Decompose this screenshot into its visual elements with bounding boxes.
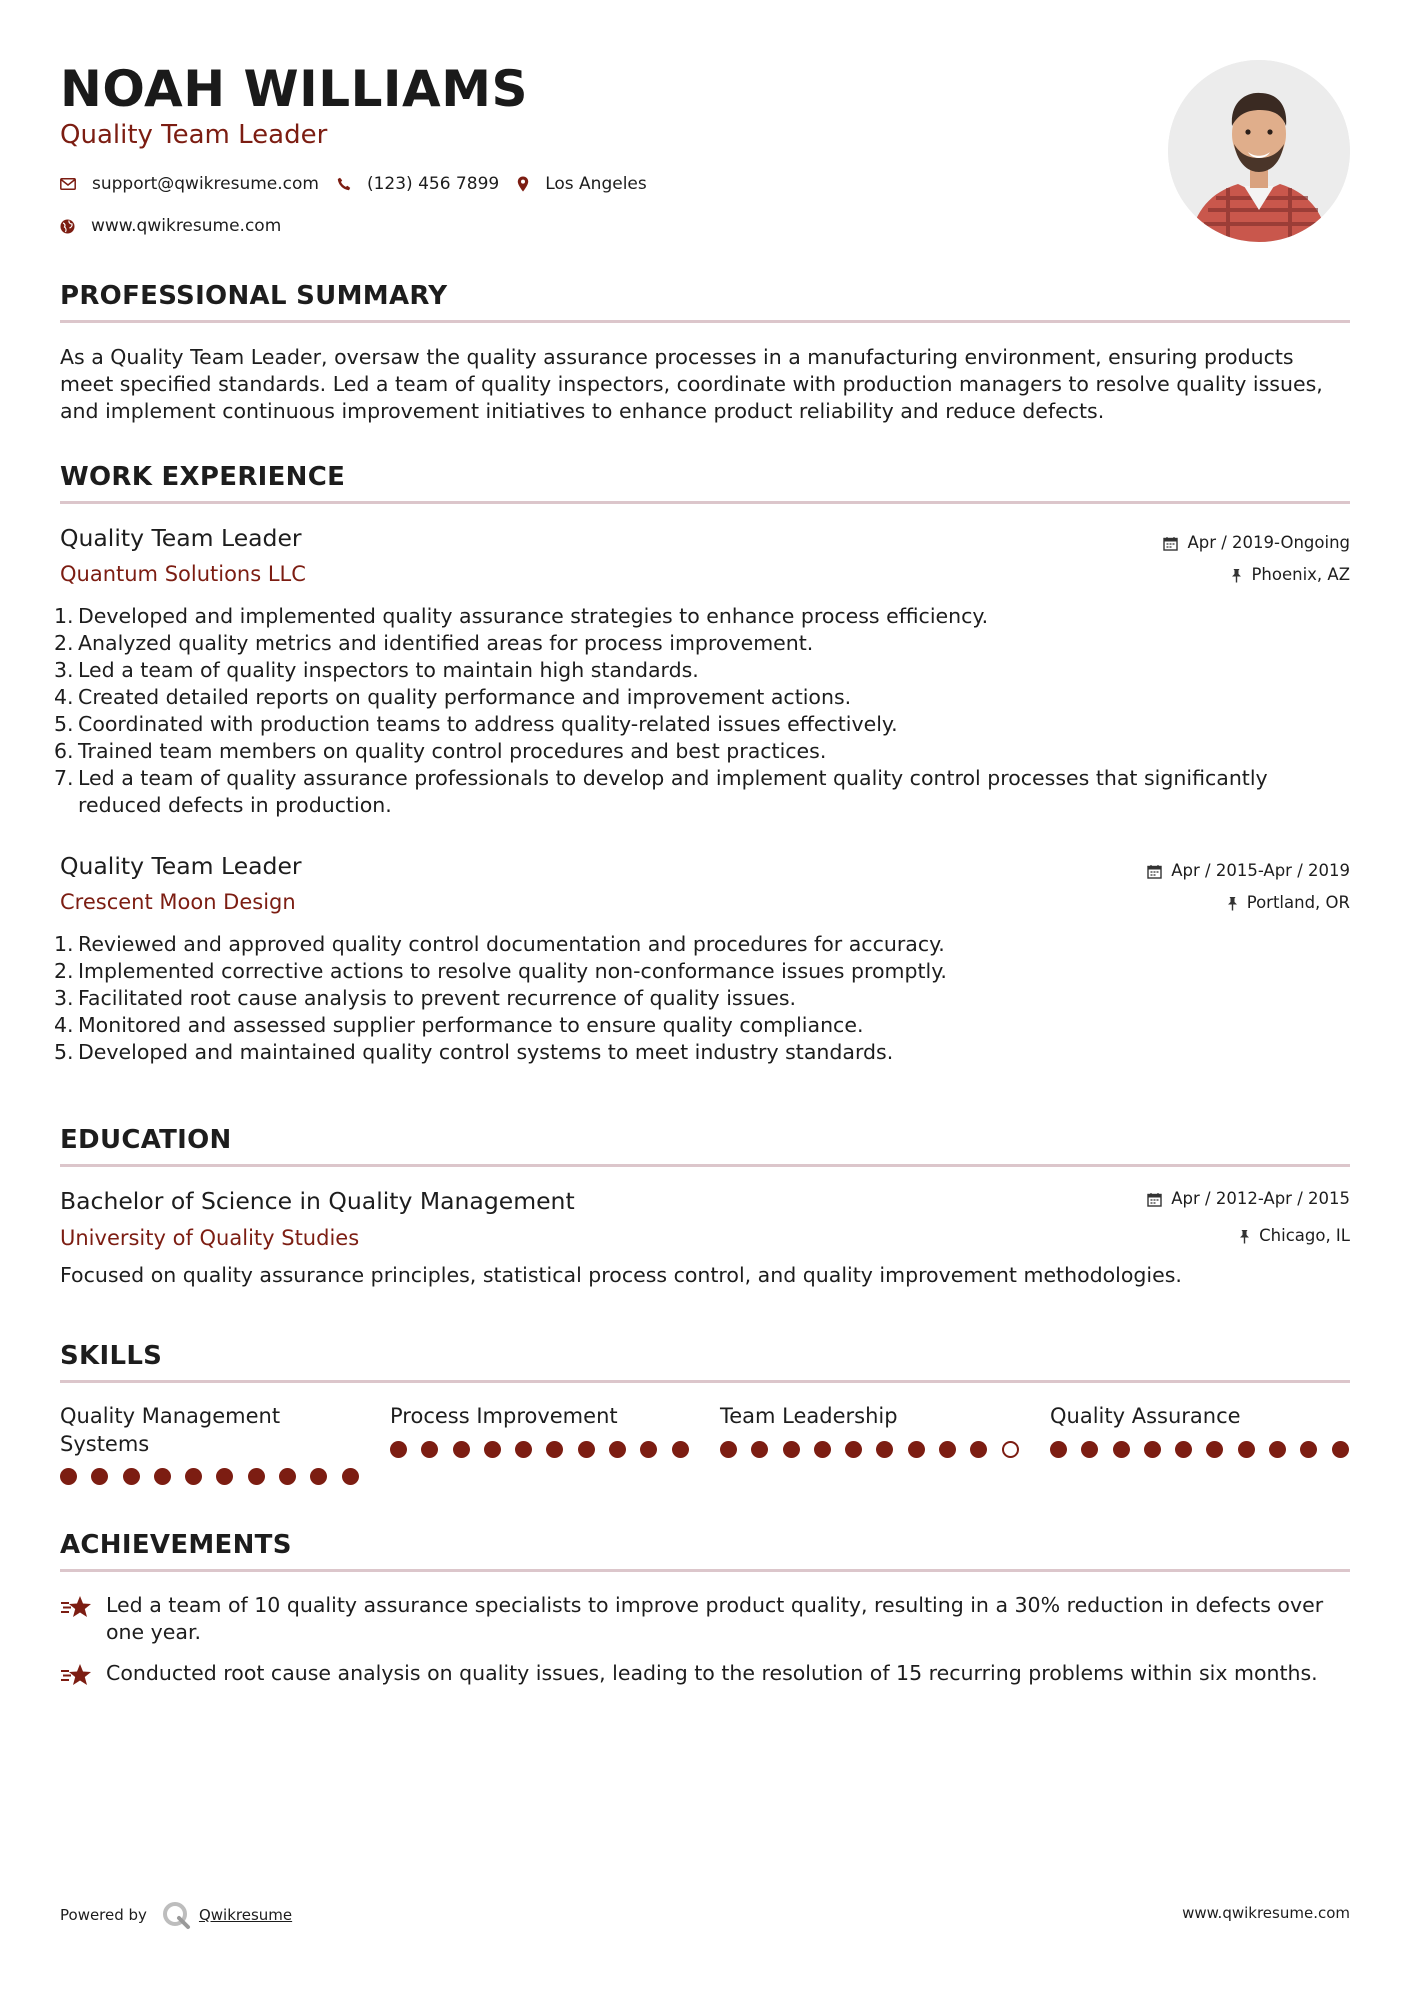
job-1-title: Quality Team Leader xyxy=(60,524,302,552)
star-award-icon xyxy=(60,1662,92,1688)
job-2-dates-text: Apr / 2015-Apr / 2019 xyxy=(1171,861,1350,880)
education-description: Focused on quality assurance principles, statistical process control, and quality improvement methodologies. xyxy=(60,1263,1182,1287)
education-heading: EDUCATION xyxy=(60,1124,1350,1167)
rating-dot-filled xyxy=(546,1441,563,1458)
education-dates-text: Apr / 2012-Apr / 2015 xyxy=(1171,1189,1350,1208)
contact-row xyxy=(60,172,665,196)
rating-dot-filled xyxy=(609,1441,626,1458)
qwikresume-link[interactable]: Qwikresume xyxy=(198,1906,293,1924)
job-1-dates-text: Apr / 2019-Ongoing xyxy=(1187,533,1350,552)
job-2-title: Quality Team Leader xyxy=(60,852,302,880)
rating-dot-filled xyxy=(1206,1441,1223,1458)
rating-dot-filled xyxy=(484,1441,501,1458)
list-number: 7. xyxy=(54,766,74,790)
rating-dot-filled xyxy=(876,1441,893,1458)
list-item xyxy=(54,684,1350,711)
job-2-dates xyxy=(1147,860,1350,882)
list-number: 4. xyxy=(54,685,74,709)
achievement-text: Conducted root cause analysis on quality issues, leading to the resolution of 15 recurring problems within six months. xyxy=(106,1661,1318,1685)
job-2-company: Crescent Moon Design xyxy=(60,890,296,914)
list-number: 1. xyxy=(54,604,74,628)
website-row xyxy=(60,214,299,238)
job-2-location xyxy=(1227,892,1350,914)
rating-dot-filled xyxy=(248,1468,265,1485)
rating-dot-filled xyxy=(279,1468,296,1485)
education-school: University of Quality Studies xyxy=(60,1226,360,1250)
education-location-text: Chicago, IL xyxy=(1259,1226,1350,1245)
job-2-bullets xyxy=(54,931,1350,1066)
rating-dot-filled xyxy=(1175,1441,1192,1458)
job-2-location-text: Portland, OR xyxy=(1246,893,1350,912)
skill-1-rating xyxy=(60,1468,373,1485)
job-1-location xyxy=(1231,564,1350,586)
phone-icon xyxy=(337,177,351,191)
rating-dot-filled xyxy=(814,1441,831,1458)
calendar-icon xyxy=(1163,536,1178,551)
calendar-icon xyxy=(1147,1192,1162,1207)
job-1-company: Quantum Solutions LLC xyxy=(60,562,306,586)
rating-dot-filled xyxy=(390,1441,407,1458)
location-text: Los Angeles xyxy=(545,174,647,194)
list-number: 2. xyxy=(54,959,74,983)
list-text: Implemented corrective actions to resolve quality non-conformance issues promptly. xyxy=(78,959,947,983)
achievement-item xyxy=(60,1592,1350,1646)
list-item xyxy=(54,603,1350,630)
rating-dot-filled xyxy=(939,1441,956,1458)
rating-dot-filled xyxy=(1050,1441,1067,1458)
powered-by-label: Powered by xyxy=(60,1906,147,1924)
profile-photo xyxy=(1168,60,1350,242)
rating-dot-filled xyxy=(640,1441,657,1458)
footer-website[interactable]: www.qwikresume.com xyxy=(1182,1904,1350,1922)
list-item xyxy=(54,657,1350,684)
skill-1-name: Quality Management Systems xyxy=(60,1404,281,1456)
rating-dot-filled xyxy=(123,1468,140,1485)
list-text: Coordinated with production teams to address quality-related issues effectively. xyxy=(78,712,898,736)
list-text: Monitored and assessed supplier performance to ensure quality compliance. xyxy=(78,1013,864,1037)
skill-2-rating xyxy=(390,1441,703,1458)
education-degree: Bachelor of Science in Quality Management xyxy=(60,1187,575,1215)
list-text: Analyzed quality metrics and identified areas for process improvement. xyxy=(78,631,814,655)
list-item xyxy=(54,1039,1350,1066)
contact-phone[interactable] xyxy=(337,172,499,196)
rating-dot-filled xyxy=(751,1441,768,1458)
list-item xyxy=(54,630,1350,657)
summary-text: As a Quality Team Leader, oversaw the quality assurance processes in a manufacturing environment, ensuring products meet specified standards. Led a team of quality inspectors, coordinate with production managers to resolve quality issues, and implement continuous improvement initiatives to enhance product reliability and reduce defects. xyxy=(60,345,1323,423)
rating-dot-empty xyxy=(1002,1441,1019,1458)
rating-dot-filled xyxy=(1238,1441,1255,1458)
list-text: Developed and maintained quality control systems to meet industry standards. xyxy=(78,1040,894,1064)
list-number: 6. xyxy=(54,739,74,763)
list-number: 4. xyxy=(54,1013,74,1037)
contact-website[interactable] xyxy=(60,214,281,238)
rating-dot-filled xyxy=(845,1441,862,1458)
list-item xyxy=(54,931,1350,958)
list-item xyxy=(54,1012,1350,1039)
list-text: Trained team members on quality control procedures and best practices. xyxy=(78,739,827,763)
rating-dot-filled xyxy=(515,1441,532,1458)
candidate-title: Quality Team Leader xyxy=(60,120,328,150)
website-text: www.qwikresume.com xyxy=(91,216,282,236)
rating-dot-filled xyxy=(342,1468,359,1485)
list-number: 2. xyxy=(54,631,74,655)
star-award-icon xyxy=(60,1594,92,1620)
rating-dot-filled xyxy=(1269,1441,1286,1458)
summary-heading: PROFESSIONAL SUMMARY xyxy=(60,280,1350,323)
achievement-item xyxy=(60,1660,1350,1688)
rating-dot-filled xyxy=(185,1468,202,1485)
contact-location xyxy=(517,172,647,196)
contact-email[interactable] xyxy=(60,172,319,196)
rating-dot-filled xyxy=(672,1441,689,1458)
skills-heading: SKILLS xyxy=(60,1340,1350,1383)
list-number: 5. xyxy=(54,1040,74,1064)
rating-dot-filled xyxy=(1081,1441,1098,1458)
list-number: 3. xyxy=(54,986,74,1010)
list-text: Reviewed and approved quality control documentation and procedures for accuracy. xyxy=(78,932,945,956)
rating-dot-filled xyxy=(783,1441,800,1458)
job-1-location-text: Phoenix, AZ xyxy=(1251,565,1350,584)
rating-dot-filled xyxy=(578,1441,595,1458)
phone-text: (123) 456 7899 xyxy=(366,174,500,194)
rating-dot-filled xyxy=(91,1468,108,1485)
achievements-heading: ACHIEVEMENTS xyxy=(60,1529,1350,1572)
email-text: support@qwikresume.com xyxy=(92,174,319,194)
rating-dot-filled xyxy=(310,1468,327,1485)
list-number: 5. xyxy=(54,712,74,736)
envelope-icon xyxy=(60,178,76,190)
job-1-bullets xyxy=(54,603,1350,819)
experience-heading: WORK EXPERIENCE xyxy=(60,461,1350,504)
list-text: Facilitated root cause analysis to prevent recurrence of quality issues. xyxy=(78,986,797,1010)
list-text: Developed and implemented quality assurance strategies to enhance process efficiency. xyxy=(78,604,989,628)
pushpin-icon xyxy=(1231,568,1242,583)
rating-dot-filled xyxy=(1300,1441,1317,1458)
list-item xyxy=(54,738,1350,765)
footer-powered-by xyxy=(60,1900,292,1930)
calendar-icon xyxy=(1147,864,1162,879)
rating-dot-filled xyxy=(1332,1441,1349,1458)
list-number: 3. xyxy=(54,658,74,682)
rating-dot-filled xyxy=(908,1441,925,1458)
candidate-name: NOAH WILLIAMS xyxy=(60,60,528,118)
job-1-dates xyxy=(1163,532,1350,554)
map-pin-icon xyxy=(517,176,529,192)
skill-4-name: Quality Assurance xyxy=(1050,1404,1241,1428)
rating-dot-filled xyxy=(421,1441,438,1458)
rating-dot-filled xyxy=(154,1468,171,1485)
skill-3-rating xyxy=(720,1441,1033,1458)
pushpin-icon xyxy=(1227,896,1238,911)
rating-dot-filled xyxy=(60,1468,77,1485)
education-dates xyxy=(1147,1188,1350,1210)
rating-dot-filled xyxy=(720,1441,737,1458)
pushpin-icon xyxy=(1239,1229,1250,1244)
rating-dot-filled xyxy=(453,1441,470,1458)
list-item xyxy=(54,985,1350,1012)
list-text: Led a team of quality assurance professionals to develop and implement quality control processes that significantly reduced defects in production. xyxy=(78,766,1268,817)
rating-dot-filled xyxy=(1113,1441,1130,1458)
avatar-illustration xyxy=(1168,60,1350,242)
list-text: Led a team of quality inspectors to maintain high standards. xyxy=(78,658,699,682)
list-number: 1. xyxy=(54,932,74,956)
globe-icon xyxy=(60,219,75,234)
list-item xyxy=(54,765,1350,819)
skill-3-name: Team Leadership xyxy=(720,1404,898,1428)
skill-2-name: Process Improvement xyxy=(390,1404,618,1428)
qwikresume-logo-icon xyxy=(161,1900,191,1930)
achievement-text: Led a team of 10 quality assurance specialists to improve product quality, resulting in a 30% reduction in defects over one year. xyxy=(106,1593,1324,1644)
education-location xyxy=(1239,1225,1350,1247)
rating-dot-filled xyxy=(1144,1441,1161,1458)
rating-dot-filled xyxy=(216,1468,233,1485)
list-item xyxy=(54,958,1350,985)
list-item xyxy=(54,711,1350,738)
skill-4-rating xyxy=(1050,1441,1363,1458)
rating-dot-filled xyxy=(970,1441,987,1458)
list-text: Created detailed reports on quality performance and improvement actions. xyxy=(78,685,852,709)
